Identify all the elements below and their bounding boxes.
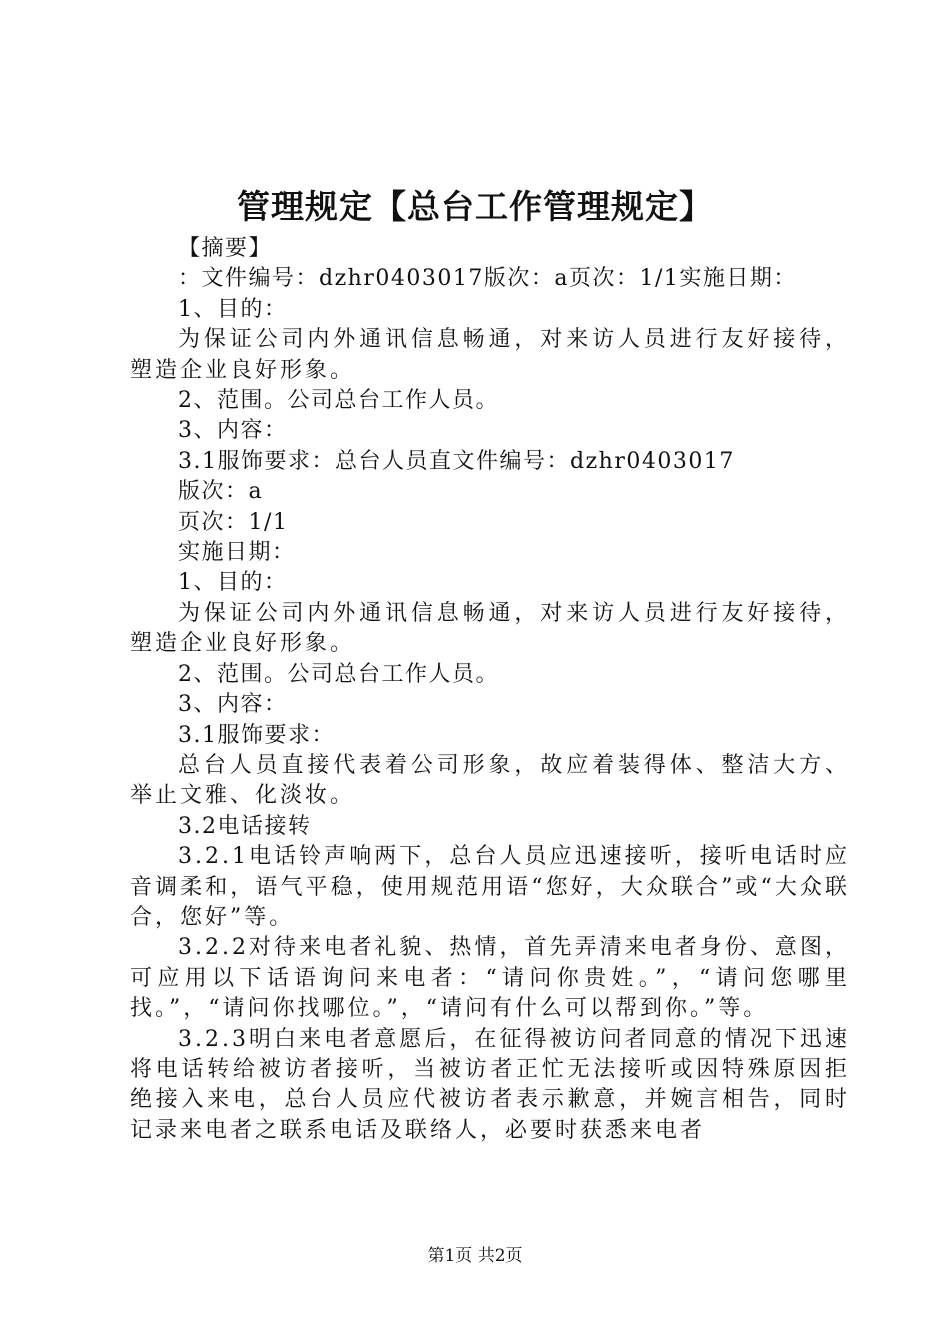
paragraph-scope: 2、范围。公司总台工作人员。: [178, 388, 499, 414]
document-body: [130, 234, 850, 1146]
paragraph-content-heading: 3、内容：: [178, 418, 288, 444]
paragraph-abstract-heading: 【摘要】: [178, 236, 273, 261]
paragraph-page-count: 页次：1/1: [178, 509, 289, 535]
paragraph-dress-code-text: 总台人员直接代表着公司形象，故应着装得体、整洁大方、举止文雅、化淡妆。: [130, 752, 850, 809]
paragraph-purpose-text: 为保证公司内外通讯信息畅通，对来访人员进行友好接待，塑造企业良好形象。: [130, 327, 850, 383]
paragraph-phone-3-2-2: 3.2.2对待来电者礼貌、热情，首先弄清来电者身份、意图，可应用以下话语询问来电者：“请问你贵姓。”，“请问您哪里找。”，“请问你找哪位。”，“请问有什么可以帮到你。”等。: [130, 935, 850, 1022]
paragraph-scope-2: 2、范围。公司总台工作人员。: [178, 661, 499, 687]
paragraph-phone-3-2-1: 3.2.1电话铃声响两下，总台人员应迅速接听，接听电话时应音调柔和，语气平稳，使用规范用语“您好，大众联合”或“大众联合，您好”等。: [130, 844, 850, 930]
paragraph-phone-heading: 3.2电话接转: [178, 813, 312, 839]
paragraph-file-info: ：文件编号：dzhr0403017版次：a页次：1/1实施日期：: [178, 266, 797, 292]
paragraph-purpose-heading-2: 1、目的：: [178, 570, 288, 596]
document-title: 管理规定【总台工作管理规定】: [237, 187, 713, 226]
paragraph-dress-code-heading: 3.1服饰要求：: [178, 722, 335, 748]
paragraph-purpose-heading: 1、目的：: [178, 296, 288, 322]
paragraph-phone-3-2-3: 3.2.3明白来电者意愿后，在征得被访问者同意的情况下迅速将电话转给被访者接听，当被访者正忙无法接听或因特殊原因拒绝接入来电，总台人员应代被访者表示歉意，并婉言相告，同时记录来电者之联系电话及联络人，必要时获悉来电者: [130, 1026, 850, 1143]
paragraph-dress-code-file-no: 3.1服饰要求：总台人员直文件编号：dzhr0403017: [178, 448, 735, 474]
paragraph-content-heading-2: 3、内容：: [178, 692, 288, 718]
paragraph-effective-date: 实施日期：: [178, 540, 296, 566]
page-footer: 第1页 共2页: [427, 1246, 523, 1266]
paragraph-version: 版次：a: [178, 479, 264, 505]
paragraph-purpose-text-2: 为保证公司内外通讯信息畅通，对来访人员进行友好接待，塑造企业良好形象。: [130, 600, 850, 657]
